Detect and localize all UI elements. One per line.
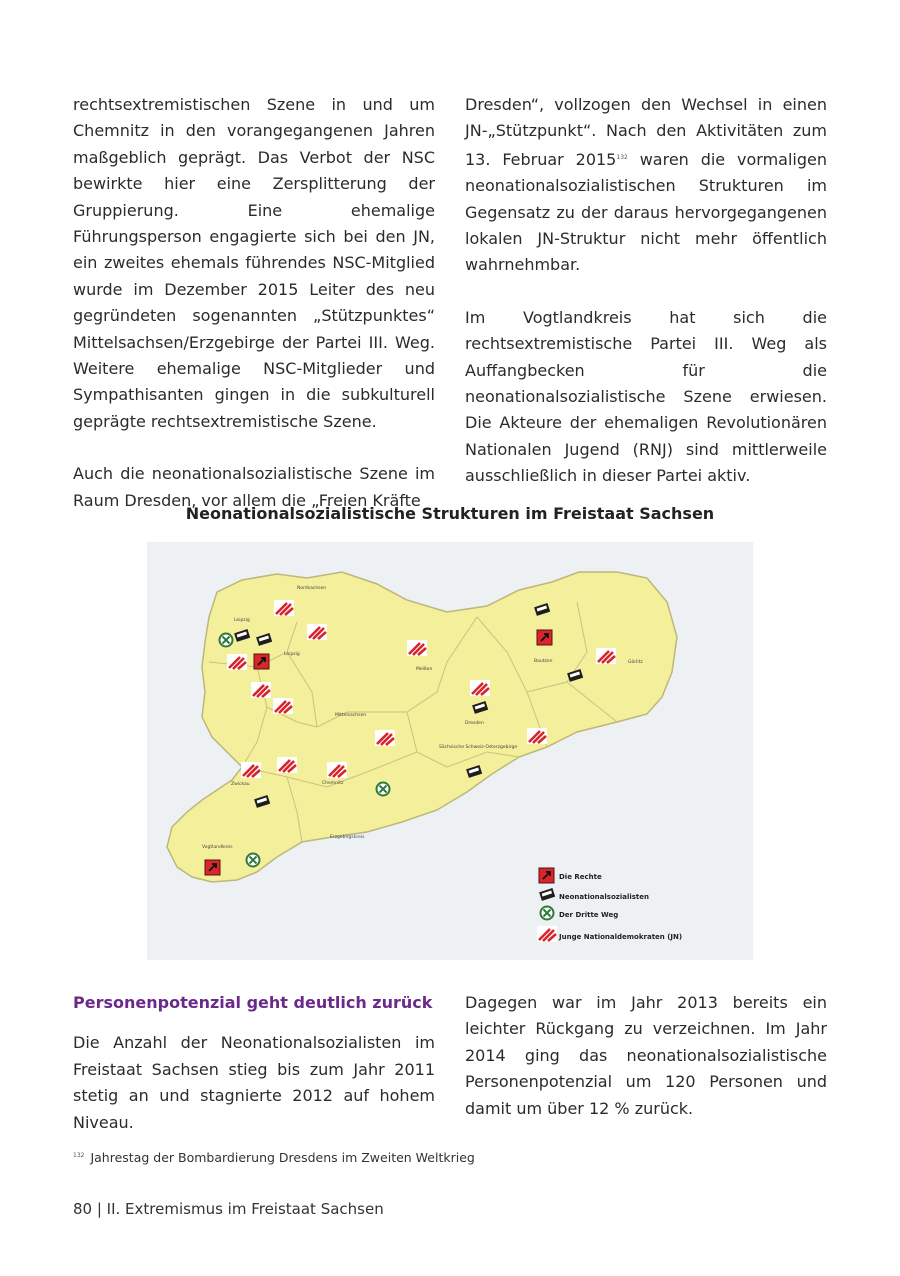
jn-marker-icon bbox=[375, 730, 395, 746]
saxony-map-figure bbox=[147, 542, 753, 960]
paragraph-text: waren die vormaligen neonationalsozialistischen Strukturen im Gegensatz zu der daraus hervorgegangenen lokalen JN-Struktur nicht mehr öffentlich wahrnehmbar. bbox=[465, 149, 828, 275]
region-label: Görlitz bbox=[628, 660, 643, 665]
paragraph: Dagegen war im Jahr 2013 bereits ein leichter Rückgang zu verzeichnen. Im Jahr 2014 ging das neonationalsozialistische Personenpotenzial um 120 Personen und damit um über 12 % zurück. bbox=[465, 993, 827, 1118]
jn-marker-icon bbox=[277, 757, 297, 773]
jn-marker-icon bbox=[470, 680, 490, 696]
paragraph: rechtsextremistischen Szene in und um Chemnitz in den vorangegangenen Jahren maßgeblich geprägt. Das Verbot der NSC bewirkte hier eine Zersplitterung der Gruppierung. Eine ehemalige Führungsperson engagierte sich bei den JN, ein zweites ehemals führendes NSC-Mitglied wurde im Dezember 2015 Leiter des neu gegründeten sogenannten „Stützpunktes“ Mittelsachsen/Erzgebirge der Partei III. Weg. Weitere ehemalige NSC-Mitglieder und Sympathisanten gingen in die subkulturell geprägte rechtsextremistische Szene. bbox=[73, 95, 435, 431]
jn-icon bbox=[537, 926, 557, 942]
jn-marker-icon bbox=[327, 762, 347, 778]
jn-marker-icon bbox=[227, 654, 247, 670]
paragraph: Die Anzahl der Neonationalsozialisten im Freistaat Sachsen stieg bis zum Jahr 2011 stetig an und stagnierte 2012 auf hohem Niveau. bbox=[73, 1033, 435, 1132]
region-label: Nordsachsen bbox=[297, 586, 327, 591]
footnote-reference[interactable]: 132 bbox=[616, 153, 628, 161]
footnote-text: Jahrestag der Bombardierung Dresdens im Zweiten Weltkrieg bbox=[90, 1150, 475, 1165]
jn-marker-icon bbox=[251, 682, 271, 698]
footnote-number: 132 bbox=[73, 1152, 85, 1159]
jn-marker-icon bbox=[527, 728, 547, 744]
saxony-map bbox=[147, 542, 753, 960]
paragraph: Auch die neonationalsozialistische Szene im Raum Dresden, vor allem die „Freien Kräfte bbox=[73, 464, 435, 510]
dritte-weg-marker-icon bbox=[377, 783, 390, 796]
region-label: Dresden bbox=[465, 721, 484, 726]
legend-label: Neonationalsozialisten bbox=[559, 893, 649, 901]
region-label: Meißen bbox=[416, 667, 433, 672]
die-rechte-marker-icon bbox=[537, 630, 552, 645]
region-label: Bautzen bbox=[534, 659, 553, 664]
legend-label: Junge Nationaldemokraten (JN) bbox=[559, 933, 683, 941]
region-label: Sächsische Schweiz-Osterzgebirge bbox=[439, 745, 518, 750]
region-label: Vogtlandkreis bbox=[202, 845, 233, 850]
die-rechte-marker-icon bbox=[254, 654, 269, 669]
page-footer: 80 | II. Extremismus im Freistaat Sachsen bbox=[73, 1200, 384, 1218]
dritte-weg-icon bbox=[541, 907, 554, 920]
text-column-left bbox=[73, 92, 435, 514]
map-legend bbox=[537, 868, 682, 942]
dritte-weg-marker-icon bbox=[247, 854, 260, 867]
jn-marker-icon bbox=[307, 624, 327, 640]
region-label: Mittelsachsen bbox=[335, 713, 367, 718]
paragraph bbox=[465, 92, 827, 279]
text-column-left-bottom bbox=[73, 990, 435, 1136]
jn-marker-icon bbox=[596, 648, 616, 664]
jn-marker-icon bbox=[273, 698, 293, 714]
region-label: Chemnitz bbox=[322, 781, 344, 786]
legend-label: Der Dritte Weg bbox=[559, 911, 619, 919]
region-label: Erzgebirgskreis bbox=[330, 835, 365, 840]
jn-marker-icon bbox=[241, 762, 261, 778]
die-rechte-icon bbox=[539, 868, 554, 883]
region-label: Zwickau bbox=[231, 782, 250, 787]
region-label: Leipzig bbox=[234, 618, 250, 623]
dritte-weg-marker-icon bbox=[220, 634, 233, 647]
legend-label: Die Rechte bbox=[559, 873, 602, 881]
text-column-right bbox=[465, 92, 827, 490]
neonazi-icon bbox=[539, 888, 555, 901]
footnote bbox=[73, 1150, 475, 1165]
region-label: Leipzig bbox=[284, 652, 300, 657]
figure-title: Neonationalsozialistische Strukturen im Freistaat Sachsen bbox=[185, 504, 715, 523]
text-column-right-bottom bbox=[465, 990, 827, 1122]
section-heading: Personenpotenzial geht deutlich zurück bbox=[73, 993, 433, 1012]
jn-marker-icon bbox=[274, 600, 294, 616]
jn-marker-icon bbox=[407, 640, 427, 656]
paragraph-text: Dresden“, vollzogen den Wechsel in einen JN-„Stützpunkt“. Nach den Aktivitäten zum 13. Februar 2015 bbox=[465, 95, 827, 169]
die-rechte-marker-icon bbox=[205, 860, 220, 875]
paragraph: Im Vogtlandkreis hat sich die rechtsextremistische Partei III. Weg als Auffangbecken für die neonationalsozialistische Szene erwiesen. Die Akteure der ehemaligen Revolutionären Nationalen Jugend (RNJ) sind mittlerweile ausschließlich in dieser Partei aktiv. bbox=[465, 307, 827, 486]
